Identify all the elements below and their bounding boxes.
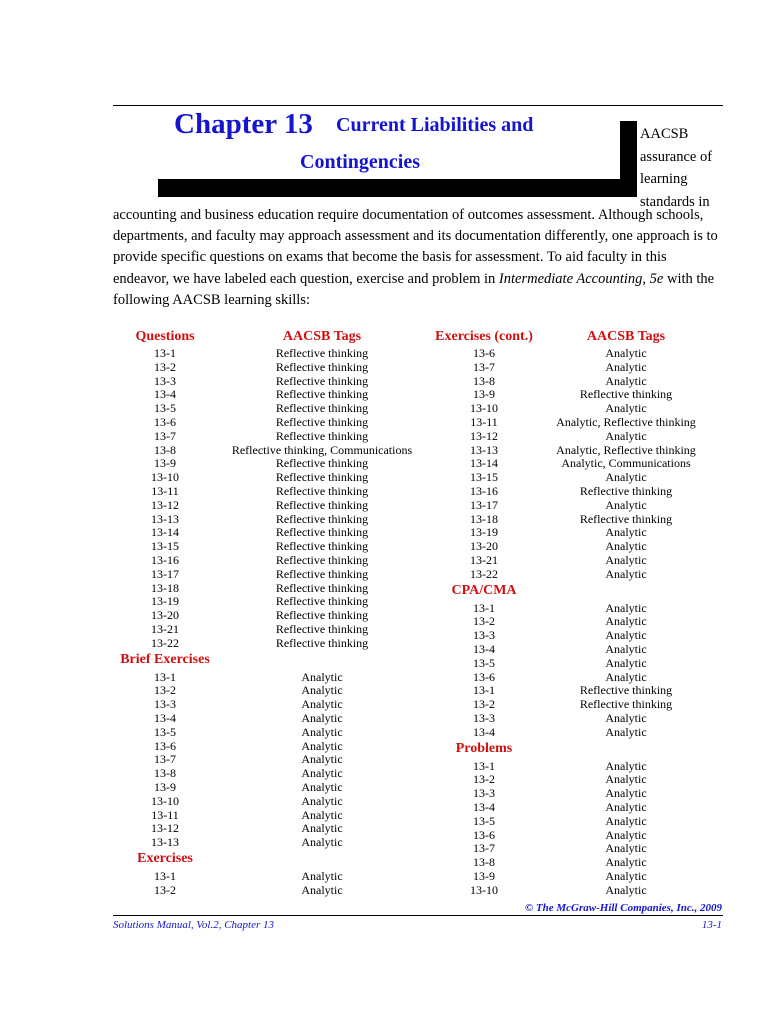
aacsb-tag: Analytic bbox=[605, 614, 647, 629]
item-number: 13-18 bbox=[470, 511, 498, 526]
aacsb-tag: Reflective thinking bbox=[275, 428, 369, 443]
aacsb-tag: Analytic bbox=[605, 855, 647, 870]
item-number: 13-22 bbox=[470, 566, 498, 581]
aacsb-tag: Analytic bbox=[605, 359, 647, 374]
item-number: 13-11 bbox=[470, 415, 498, 429]
bottom-rule bbox=[113, 915, 723, 916]
item-number: 13-5 bbox=[473, 655, 495, 670]
item-number: 13-1 bbox=[473, 600, 495, 615]
item-number: 13-16 bbox=[470, 484, 498, 498]
aacsb-tag: Analytic bbox=[301, 724, 343, 739]
aacsb-tag: Reflective thinking bbox=[579, 683, 673, 698]
aacsb-tag: Analytic bbox=[301, 752, 343, 767]
item-number: 13-2 bbox=[473, 772, 495, 787]
footer-source: Solutions Manual, Vol.2, Chapter 13 bbox=[113, 919, 275, 931]
item-number: 13-14 bbox=[151, 525, 179, 540]
aacsb-tag: Reflective thinking bbox=[275, 622, 369, 636]
aacsb-tag: Reflective thinking bbox=[275, 553, 369, 567]
aacsb-tag: Analytic bbox=[605, 346, 647, 360]
section-heading: CPA/CMA bbox=[451, 582, 517, 598]
aacsb-tag: Analytic bbox=[605, 373, 647, 388]
item-number: 13-7 bbox=[154, 752, 176, 767]
item-number: 13-8 bbox=[154, 766, 176, 781]
item-number: 13-11 bbox=[151, 484, 179, 498]
item-number: 13-8 bbox=[473, 373, 495, 388]
aacsb-tag: Analytic bbox=[605, 800, 647, 814]
book-title: Intermediate Accounting, 5e bbox=[498, 270, 664, 287]
item-number: 13-6 bbox=[473, 346, 495, 360]
aacsb-tag: Analytic bbox=[605, 827, 647, 842]
aacsb-tag: Analytic bbox=[605, 711, 647, 725]
item-number: 13-1 bbox=[154, 869, 176, 883]
chapter-title-line1: Current Liabilities and bbox=[336, 114, 534, 136]
item-number: 13-10 bbox=[151, 470, 179, 485]
item-number: 13-14 bbox=[470, 456, 498, 471]
aacsb-tag: Analytic bbox=[605, 628, 647, 643]
aacsb-tag: Analytic, Reflective thinking bbox=[556, 442, 696, 457]
aacsb-tag: Analytic bbox=[605, 724, 647, 739]
aacsb-tag: Reflective thinking bbox=[579, 387, 673, 402]
questions-header: Questions bbox=[135, 329, 195, 344]
aacsb-tag: Analytic bbox=[605, 882, 647, 897]
item-number: 13-21 bbox=[151, 622, 179, 636]
exercises-cont-header: Exercises (cont.) bbox=[435, 329, 533, 344]
item-number: 13-2 bbox=[154, 683, 176, 698]
item-number: 13-21 bbox=[470, 553, 498, 567]
aacsb-tag: Reflective thinking bbox=[275, 635, 369, 650]
aacsb-tag: Analytic bbox=[605, 470, 647, 485]
aacsb-tag: Analytic bbox=[605, 566, 647, 581]
item-number: 13-11 bbox=[151, 807, 179, 822]
aacsb-tag: Analytic bbox=[605, 525, 647, 540]
item-number: 13-4 bbox=[473, 642, 495, 656]
aacsb-tag: Analytic, Communications bbox=[561, 456, 691, 471]
item-number: 13-13 bbox=[151, 835, 179, 850]
item-number: 13-6 bbox=[154, 415, 176, 429]
aacsb-tag: Analytic bbox=[301, 711, 343, 725]
redaction-bar-vertical bbox=[620, 121, 637, 197]
item-number: 13-1 bbox=[154, 669, 176, 684]
item-number: 13-4 bbox=[473, 800, 495, 814]
item-number: 13-10 bbox=[470, 882, 498, 897]
item-number: 13-3 bbox=[473, 711, 495, 725]
intro-text-1: accounting and business education require documentation of outcomes assessment. Although schools, departments, and faculty may approach assessment and its documentation differently, one approach is to provide specific questions on exams that become the basis for assessment. To aid faculty in this endeavor, we have labeled each question, exercise and problem in bbox=[113, 207, 718, 287]
aacsb-tag: Analytic bbox=[301, 882, 343, 897]
item-number: 13-7 bbox=[154, 428, 176, 443]
item-number: 13-3 bbox=[154, 697, 176, 712]
aacsb-tag: Analytic bbox=[605, 813, 647, 828]
aacsb-tag: Analytic bbox=[301, 669, 343, 684]
item-number: 13-19 bbox=[151, 594, 179, 609]
item-number: 13-9 bbox=[154, 780, 176, 794]
item-number: 13-5 bbox=[473, 813, 495, 828]
aacsb-tag: Analytic bbox=[301, 821, 343, 836]
item-number: 13-8 bbox=[154, 442, 176, 457]
section-heading: Exercises bbox=[137, 851, 193, 866]
aacsb-tag: Reflective thinking bbox=[275, 511, 369, 526]
item-number: 13-22 bbox=[151, 635, 179, 650]
item-number: 13-6 bbox=[473, 827, 495, 842]
item-number: 13-10 bbox=[151, 793, 179, 808]
item-number: 13-1 bbox=[154, 346, 176, 360]
item-number: 13-5 bbox=[154, 401, 176, 416]
item-number: 13-16 bbox=[151, 553, 179, 567]
item-number: 13-1 bbox=[473, 758, 495, 773]
item-number: 13-5 bbox=[154, 724, 176, 739]
item-number: 13-7 bbox=[473, 359, 495, 374]
intro-text-2: with the following AACSB learning skills: bbox=[113, 270, 715, 308]
side-line: assurance of bbox=[640, 148, 713, 165]
item-number: 13-19 bbox=[470, 525, 498, 540]
item-number: 13-13 bbox=[151, 511, 179, 526]
item-number: 13-2 bbox=[154, 882, 176, 897]
aacsb-tag: Analytic bbox=[301, 780, 343, 794]
aacsb-tags-header-right: AACSB Tags bbox=[586, 329, 666, 344]
aacsb-tag: Analytic bbox=[301, 807, 343, 822]
item-number: 13-4 bbox=[473, 724, 495, 739]
aacsb-tag: Analytic bbox=[301, 766, 343, 781]
side-line: learning bbox=[640, 171, 688, 188]
item-number: 13-8 bbox=[473, 855, 495, 870]
aacsb-tag: Reflective thinking bbox=[275, 525, 369, 540]
aacsb-tag: Analytic bbox=[301, 738, 343, 753]
aacsb-tag: Reflective thinking bbox=[275, 359, 369, 374]
item-number: 13-4 bbox=[154, 387, 176, 402]
aacsb-tag: Analytic bbox=[301, 793, 343, 808]
chapter-number: Chapter 13 bbox=[174, 108, 313, 140]
aacsb-tag: Analytic bbox=[605, 786, 647, 801]
top-rule bbox=[113, 105, 723, 106]
item-number: 13-12 bbox=[151, 497, 179, 512]
item-number: 13-12 bbox=[151, 821, 179, 836]
chapter-title-line2: Contingencies bbox=[300, 151, 420, 173]
item-number: 13-18 bbox=[151, 580, 179, 595]
page-number: 13-1 bbox=[701, 919, 722, 931]
item-number: 13-15 bbox=[470, 470, 498, 485]
aacsb-tag: Analytic bbox=[605, 497, 647, 512]
aacsb-tag: Reflective thinking bbox=[275, 387, 369, 402]
aacsb-tag: Reflective thinking bbox=[275, 470, 369, 485]
aacsb-tag: Analytic bbox=[605, 772, 647, 787]
aacsb-tag: Reflective thinking, Communications bbox=[231, 442, 413, 457]
redaction-bar-horizontal bbox=[158, 179, 633, 197]
aacsb-tag: Reflective thinking bbox=[275, 373, 369, 388]
aacsb-tag: Analytic bbox=[301, 869, 343, 883]
item-number: 13-2 bbox=[154, 359, 176, 374]
aacsb-tag: Reflective thinking bbox=[275, 415, 369, 429]
aacsb-tag: Analytic bbox=[605, 401, 647, 416]
aacsb-tag: Analytic, Reflective thinking bbox=[556, 415, 696, 429]
aacsb-tags-header-left: AACSB Tags bbox=[282, 329, 362, 344]
aacsb-tag: Reflective thinking bbox=[275, 594, 369, 609]
aacsb-tag: Reflective thinking bbox=[579, 511, 673, 526]
aacsb-tag: Analytic bbox=[605, 553, 647, 567]
item-number: 13-9 bbox=[473, 869, 495, 883]
aacsb-tag: Reflective thinking bbox=[275, 566, 369, 581]
section-heading: Brief Exercises bbox=[120, 651, 210, 667]
item-number: 13-1 bbox=[473, 683, 495, 698]
aacsb-tag: Analytic bbox=[301, 683, 343, 698]
aacsb-tag: Analytic bbox=[605, 758, 647, 773]
item-number: 13-15 bbox=[151, 539, 179, 554]
aacsb-tag: Reflective thinking bbox=[579, 697, 673, 712]
item-number: 13-12 bbox=[470, 428, 498, 443]
aacsb-tag: Reflective thinking bbox=[275, 484, 369, 498]
side-line: AACSB bbox=[640, 126, 689, 142]
aacsb-tag: Analytic bbox=[605, 642, 647, 656]
aacsb-tag: Reflective thinking bbox=[275, 497, 369, 512]
item-number: 13-7 bbox=[473, 841, 495, 856]
item-number: 13-9 bbox=[154, 456, 176, 471]
aacsb-tag: Analytic bbox=[301, 835, 343, 850]
aacsb-tag: Analytic bbox=[605, 669, 647, 684]
aacsb-tag: Reflective thinking bbox=[579, 484, 673, 498]
side-line: standards in bbox=[640, 194, 710, 211]
aacsb-tag: Analytic bbox=[605, 869, 647, 883]
aacsb-tag: Analytic bbox=[605, 428, 647, 443]
aacsb-tag: Analytic bbox=[605, 600, 647, 615]
aacsb-tag: Reflective thinking bbox=[275, 456, 369, 471]
item-number: 13-6 bbox=[154, 738, 176, 753]
item-number: 13-2 bbox=[473, 614, 495, 629]
aacsb-tag: Analytic bbox=[605, 539, 647, 554]
item-number: 13-2 bbox=[473, 697, 495, 712]
aacsb-tag: Reflective thinking bbox=[275, 539, 369, 554]
aacsb-tag: Reflective thinking bbox=[275, 346, 369, 360]
intro-paragraph bbox=[113, 205, 723, 311]
item-number: 13-17 bbox=[151, 566, 179, 581]
aacsb-tag: Reflective thinking bbox=[275, 401, 369, 416]
item-number: 13-20 bbox=[151, 608, 179, 623]
copyright: © The McGraw-Hill Companies, Inc., 2009 bbox=[524, 902, 722, 914]
item-number: 13-10 bbox=[470, 401, 498, 416]
item-number: 13-9 bbox=[473, 387, 495, 402]
aacsb-tag: Analytic bbox=[605, 841, 647, 856]
item-number: 13-6 bbox=[473, 669, 495, 684]
item-number: 13-20 bbox=[470, 539, 498, 554]
item-number: 13-3 bbox=[473, 786, 495, 801]
item-number: 13-3 bbox=[154, 373, 176, 388]
aacsb-tag: Analytic bbox=[605, 655, 647, 670]
aacsb-side-text bbox=[640, 123, 730, 214]
item-number: 13-4 bbox=[154, 711, 176, 725]
item-number: 13-13 bbox=[470, 442, 498, 457]
item-number: 13-17 bbox=[470, 497, 498, 512]
aacsb-tag: Reflective thinking bbox=[275, 608, 369, 623]
item-number: 13-3 bbox=[473, 628, 495, 643]
aacsb-tag: Reflective thinking bbox=[275, 580, 369, 595]
aacsb-tag: Analytic bbox=[301, 697, 343, 712]
section-heading: Problems bbox=[455, 740, 513, 756]
